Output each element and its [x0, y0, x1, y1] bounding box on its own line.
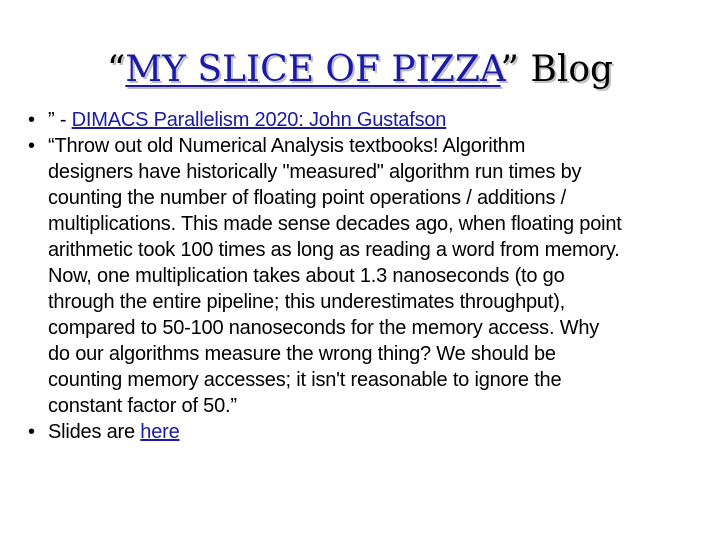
quote-text	[48, 133, 708, 419]
slides-prefix: Slides are	[48, 421, 141, 443]
title-close-quote: ”	[500, 49, 519, 90]
dimacs-talk-link[interactable]: DIMACS Parallelism 2020: John Gustafson	[71, 109, 447, 131]
quote-line: constant factor of 50.”	[48, 395, 237, 417]
quote-line: counting memory accesses; it isn't reasonable to ignore the	[48, 369, 562, 391]
bullet-icon: •	[28, 135, 35, 157]
quote-line: counting the number of floating point operations / additions /	[48, 187, 566, 209]
title-suffix: Blog	[518, 49, 614, 90]
quote-line: arithmetic took 100 times as long as reading a word from memory.	[48, 239, 620, 261]
quote-line: multiplications. This made sense decades ago, when floating point	[48, 213, 622, 235]
quote-line: compared to 50-100 nanoseconds for the memory access. Why	[48, 317, 600, 339]
bullet-icon: •	[28, 421, 35, 443]
page-title	[0, 40, 720, 100]
quote-line: designers have historically "measured" algorithm run times by	[48, 161, 582, 183]
blog-title-link[interactable]: MY SLICE OF PIZZA	[125, 49, 501, 90]
bullet-text	[48, 419, 708, 445]
list-item	[28, 107, 708, 133]
quote-line: through the entire pipeline; this underestimates throughput),	[48, 291, 566, 313]
bullet-list	[28, 107, 708, 445]
bullet-prefix: ” -	[48, 109, 72, 131]
list-item	[28, 419, 708, 445]
bullet-icon: •	[28, 109, 35, 131]
slides-link[interactable]: here	[140, 421, 180, 443]
list-item	[28, 133, 708, 419]
title-open-quote: “	[106, 49, 126, 90]
quote-line: “Throw out old Numerical Analysis textbooks! Algorithm	[48, 135, 526, 157]
bullet-text	[48, 107, 708, 133]
quote-line: do our algorithms measure the wrong thing? We should be	[48, 343, 556, 365]
quote-line: Now, one multiplication takes about 1.3 nanoseconds (to go	[48, 265, 565, 287]
